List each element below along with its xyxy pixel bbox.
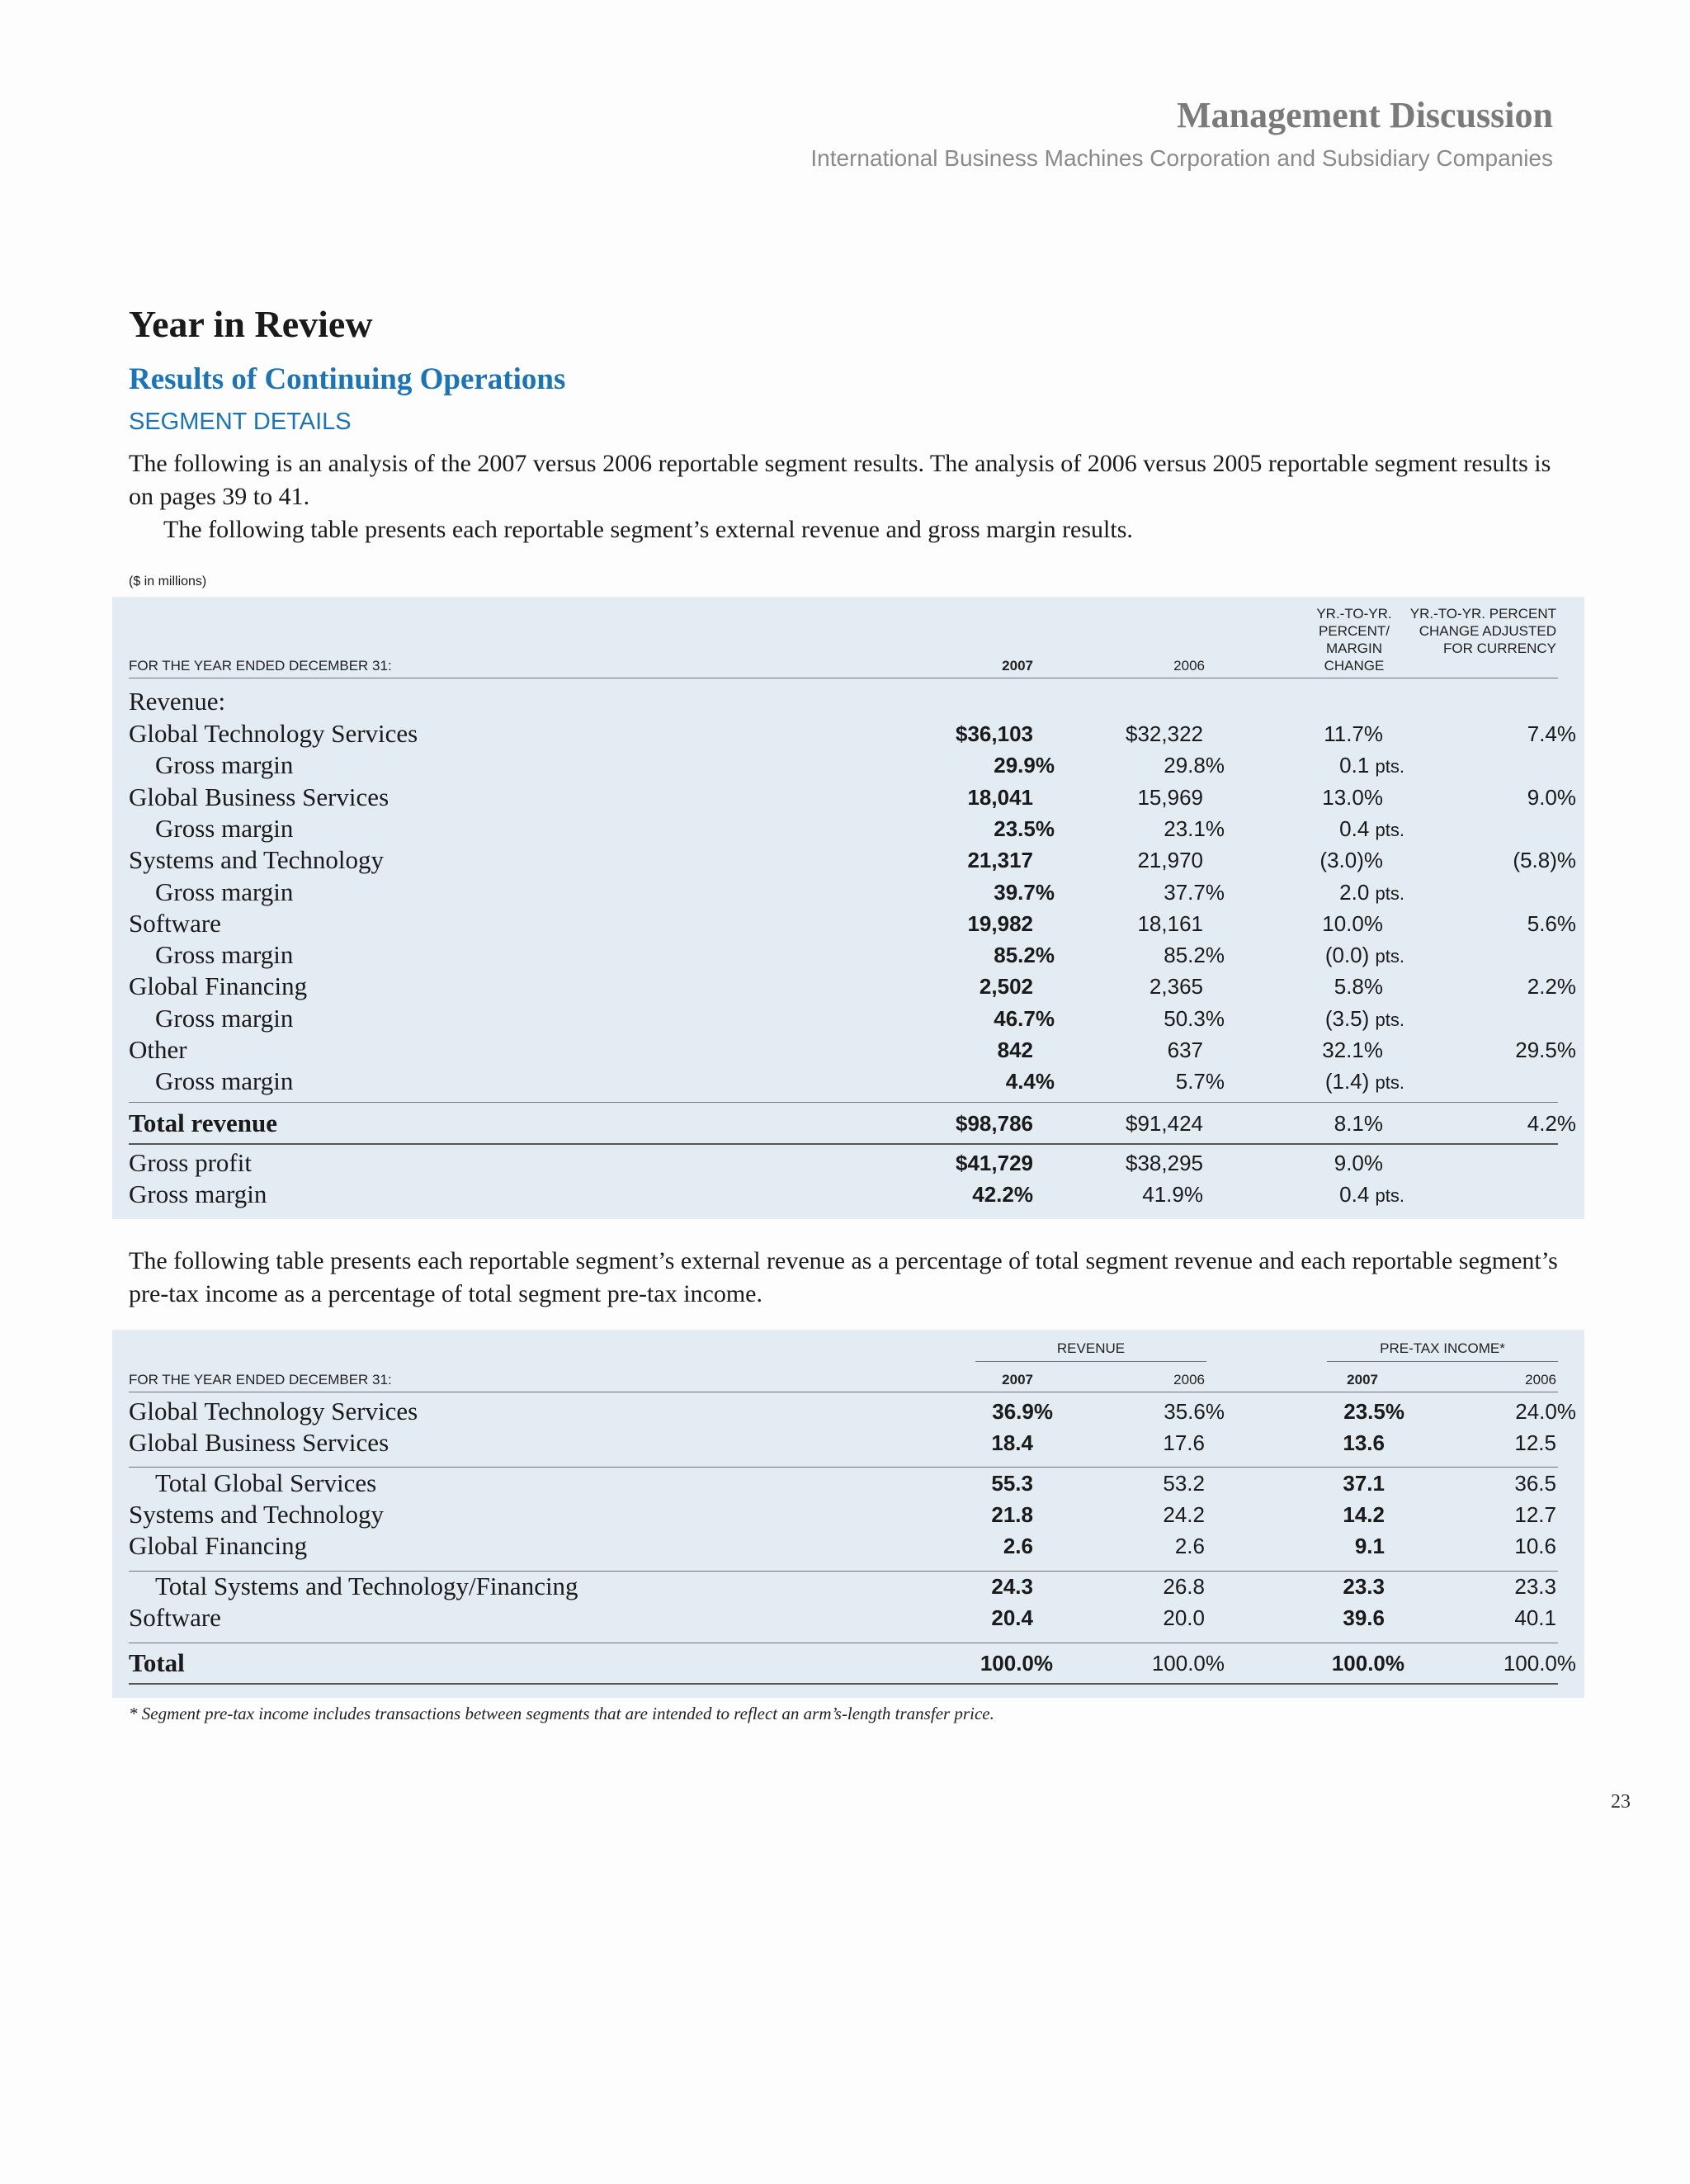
revenue-2006: 17.6	[1163, 1430, 1205, 1455]
column-header-pretax-2007: 2007	[1347, 1372, 1378, 1387]
value-2007: 19,982	[967, 910, 1033, 936]
gross-margin-row	[112, 749, 1584, 781]
adjusted-value: 9.0%	[1527, 784, 1576, 810]
total-rule-bottom	[129, 1143, 1558, 1145]
change-value: 5.8%	[1334, 974, 1383, 1000]
subtotal-rule	[129, 1467, 1558, 1468]
value-2007: 39.7%	[994, 879, 1055, 905]
total-rule-bottom	[129, 1683, 1558, 1685]
value-2007: $41,729	[956, 1151, 1033, 1175]
segment-share-row	[112, 1396, 1584, 1427]
value-2007: 18,041	[967, 784, 1033, 810]
value-2007: 2,502	[979, 974, 1033, 1000]
pts-unit: pts.	[1375, 1009, 1404, 1030]
row-label: Total Global Services	[155, 1468, 377, 1497]
column-header-pretax-2006: 2006	[1525, 1372, 1556, 1387]
change-value: (1.4) pts.	[1324, 1069, 1404, 1094]
change-value: (3.0)%	[1319, 848, 1383, 873]
revenue-2007: 100.0%	[980, 1651, 1053, 1676]
pts-unit: pts.	[1375, 1185, 1404, 1206]
adjusted-value: 7.4%	[1527, 721, 1576, 746]
row-label: Gross margin	[129, 1179, 267, 1208]
value-2006: $91,424	[1126, 1111, 1203, 1136]
subtotal-row	[112, 1468, 1584, 1499]
pretax-2006: 12.5	[1514, 1430, 1556, 1455]
pretax-group-rule	[1327, 1361, 1558, 1362]
subtotal-rule	[129, 1571, 1558, 1572]
pretax-2007: 37.1	[1343, 1471, 1385, 1496]
value-2006: 41.9%	[1142, 1182, 1203, 1207]
gross-margin-row	[112, 877, 1584, 908]
pretax-2006: 12.7	[1514, 1502, 1556, 1527]
column-header-change: YR.-TO-YR. PERCENT/ MARGIN CHANGE	[1316, 606, 1392, 674]
pretax-2007: 39.6	[1343, 1605, 1385, 1630]
pretax-2007: 23.3	[1343, 1574, 1385, 1599]
adjusted-value: 5.6%	[1527, 910, 1576, 936]
change-value: 11.7%	[1324, 721, 1383, 746]
segment-revenue-row	[112, 908, 1584, 939]
row-label: Global Financing	[129, 1531, 308, 1560]
change-value: 0.4 pts.	[1339, 1182, 1404, 1207]
row-label: Systems and Technology	[129, 1500, 384, 1529]
value-2006: 50.3%	[1164, 1005, 1225, 1031]
column-header-2006: 2006	[1173, 658, 1205, 674]
revenue-label-row	[112, 686, 1584, 717]
revenue-group-header: REVENUE	[1056, 1340, 1126, 1356]
revenue-2006: 53.2	[1163, 1471, 1205, 1496]
gross-margin-row	[112, 1066, 1584, 1097]
segment-revenue-row	[112, 971, 1584, 1002]
value-2006: $38,295	[1126, 1151, 1203, 1175]
row-label: Software	[129, 908, 221, 938]
row-label: Software	[129, 1603, 221, 1632]
row-label: Global Business Services	[129, 1428, 389, 1457]
gross-margin-row	[112, 813, 1584, 844]
revenue-label: Revenue:	[129, 687, 226, 716]
pretax-2006: 40.1	[1514, 1605, 1556, 1630]
value-2006: 23.1%	[1164, 815, 1225, 841]
column-header-period: FOR THE YEAR ENDED DECEMBER 31:	[129, 1372, 392, 1387]
value-2007: 23.5%	[994, 815, 1055, 841]
segment-revenue-row	[112, 844, 1584, 876]
value-2006: 37.7%	[1164, 879, 1225, 905]
segment-share-table	[112, 1330, 1584, 1698]
page-header-title: Management Discussion	[1177, 95, 1553, 135]
row-label: Total revenue	[129, 1109, 277, 1137]
pts-unit: pts.	[1375, 819, 1404, 840]
change-value: 13.0%	[1322, 784, 1383, 810]
value-2006: 29.8%	[1164, 753, 1225, 778]
row-label: Total	[129, 1648, 185, 1677]
value-2007: 42.2%	[972, 1182, 1033, 1207]
segment-share-row	[112, 1602, 1584, 1633]
subtotal-row	[112, 1571, 1584, 1602]
value-2007: 85.2%	[994, 943, 1055, 968]
segment-revenue-row	[112, 718, 1584, 749]
row-label: Gross margin	[155, 1003, 294, 1033]
table1-intro-paragraph: The following table presents each reportable segment’s external revenue and gross margin results.	[163, 516, 1133, 543]
value-2006: 85.2%	[1164, 943, 1225, 968]
row-label: Gross margin	[155, 813, 294, 843]
revenue-2007: 18.4	[991, 1430, 1033, 1455]
segment-revenue-row	[112, 782, 1584, 813]
total-row	[112, 1647, 1584, 1679]
section-title: Year in Review	[129, 303, 373, 345]
revenue-2006: 2.6	[1174, 1534, 1205, 1558]
value-2007: 4.4%	[1005, 1069, 1055, 1094]
pretax-group-header: PRE-TAX INCOME*	[1380, 1340, 1505, 1356]
row-label: Total Systems and Technology/Financing	[155, 1572, 578, 1600]
page-header-subtitle: International Business Machines Corporation and Subsidiary Companies	[810, 145, 1553, 171]
change-value: (0.0) pts.	[1324, 943, 1404, 968]
total-gross-margin-row	[112, 1179, 1584, 1210]
row-label: Gross margin	[155, 750, 294, 780]
table2-intro-paragraph: The following table presents each reportable segment’s external revenue as a percentage of total segment revenue and each reportable segment’s pre-tax income as a percentage of total segment pre-tax income.	[129, 1247, 1558, 1307]
segment-share-row	[112, 1427, 1584, 1458]
change-value: 0.4 pts.	[1339, 815, 1404, 841]
change-value: 32.1%	[1322, 1038, 1383, 1062]
revenue-2006: 24.2	[1163, 1502, 1205, 1527]
gross-margin-row	[112, 939, 1584, 971]
value-2007: 29.9%	[994, 753, 1055, 778]
column-header-revenue-2007: 2007	[1002, 1372, 1033, 1387]
change-value: 0.1 pts.	[1339, 753, 1404, 778]
revenue-2007: 24.3	[991, 1574, 1033, 1599]
value-2006: $32,322	[1126, 721, 1203, 746]
revenue-group-rule	[975, 1361, 1206, 1362]
row-label: Gross margin	[155, 940, 294, 970]
value-2006: 18,161	[1137, 910, 1203, 936]
value-2007: 21,317	[967, 848, 1033, 873]
segment-results-table	[112, 597, 1584, 1219]
row-label: Gross profit	[129, 1148, 252, 1177]
column-header-period: FOR THE YEAR ENDED DECEMBER 31:	[129, 658, 392, 674]
page-number: 23	[1611, 1791, 1631, 1813]
revenue-2006: 26.8	[1163, 1574, 1205, 1599]
pretax-2007: 13.6	[1343, 1430, 1385, 1455]
pretax-2007: 23.5%	[1343, 1399, 1404, 1424]
pts-unit: pts.	[1375, 946, 1404, 967]
row-label: Systems and Technology	[129, 845, 384, 875]
units-note: ($ in millions)	[129, 574, 207, 589]
value-2007: 842	[997, 1038, 1033, 1062]
revenue-2007: 55.3	[991, 1471, 1033, 1496]
pretax-2007: 14.2	[1343, 1502, 1385, 1527]
revenue-2007: 20.4	[991, 1605, 1033, 1630]
revenue-2006: 20.0	[1163, 1605, 1205, 1630]
value-2006: 21,970	[1137, 848, 1203, 873]
pts-unit: pts.	[1375, 882, 1404, 904]
pretax-2006: 23.3	[1514, 1574, 1556, 1599]
pretax-2006: 36.5	[1514, 1471, 1556, 1496]
adjusted-value: (5.8)%	[1513, 848, 1576, 873]
total-rule-top	[129, 1102, 1558, 1103]
value-2006: 2,365	[1149, 974, 1203, 1000]
row-label: Other	[129, 1035, 187, 1064]
change-value: (3.5) pts.	[1324, 1005, 1404, 1031]
row-label: Global Financing	[129, 971, 308, 1001]
pretax-2007: 100.0%	[1331, 1651, 1404, 1676]
segment-share-row	[112, 1530, 1584, 1562]
value-2006: 637	[1167, 1038, 1203, 1062]
revenue-2006: 35.6%	[1164, 1399, 1225, 1424]
change-value: 8.1%	[1334, 1111, 1383, 1136]
adjusted-value: 2.2%	[1527, 974, 1576, 1000]
value-2006: 5.7%	[1175, 1069, 1225, 1094]
row-label: Gross margin	[155, 877, 294, 906]
change-value: 2.0 pts.	[1339, 879, 1404, 905]
gross-profit-row	[112, 1147, 1584, 1179]
value-2006: 15,969	[1137, 784, 1203, 810]
adjusted-value: 29.5%	[1515, 1038, 1576, 1062]
intro-paragraph: The following is an analysis of the 2007 versus 2006 reportable segment results. The analysis of 2006 versus 2005 reportable segment results is on pages 39 to 41.	[129, 450, 1551, 510]
column-header-2007: 2007	[1002, 658, 1033, 674]
pretax-2006: 10.6	[1514, 1534, 1556, 1558]
pts-unit: pts.	[1375, 1072, 1404, 1094]
value-2007: $36,103	[956, 721, 1033, 746]
row-label: Global Technology Services	[129, 1397, 418, 1425]
change-value: 10.0%	[1322, 910, 1383, 936]
pretax-2006: 100.0%	[1503, 1651, 1576, 1676]
footnote: * Segment pre-tax income includes transactions between segments that are intended to reflect an arm’s-length transfer price.	[129, 1704, 994, 1723]
revenue-2006: 100.0%	[1151, 1651, 1225, 1676]
pretax-2006: 24.0%	[1515, 1399, 1576, 1424]
revenue-2007: 36.9%	[992, 1399, 1053, 1424]
pts-unit: pts.	[1375, 756, 1404, 778]
total-revenue-row	[112, 1108, 1584, 1139]
row-label: Global Technology Services	[129, 719, 418, 748]
value-2007: $98,786	[956, 1111, 1033, 1136]
segment-details-heading: SEGMENT DETAILS	[129, 409, 352, 435]
revenue-2007: 21.8	[991, 1502, 1033, 1527]
revenue-2007: 2.6	[1003, 1534, 1033, 1558]
segment-share-row	[112, 1499, 1584, 1530]
change-value: 9.0%	[1334, 1151, 1383, 1175]
pretax-2007: 9.1	[1354, 1534, 1385, 1558]
row-label: Global Business Services	[129, 782, 389, 811]
adjusted-value: 4.2%	[1527, 1111, 1576, 1136]
section-subtitle: Results of Continuing Operations	[129, 362, 566, 396]
segment-revenue-row	[112, 1034, 1584, 1066]
gross-margin-row	[112, 1003, 1584, 1034]
column-header-revenue-2006: 2006	[1173, 1372, 1205, 1387]
row-label: Gross margin	[155, 1066, 294, 1096]
column-header-adjusted: YR.-TO-YR. PERCENT CHANGE ADJUSTED FOR CURRENCY	[1409, 606, 1556, 656]
value-2007: 46.7%	[994, 1005, 1055, 1031]
